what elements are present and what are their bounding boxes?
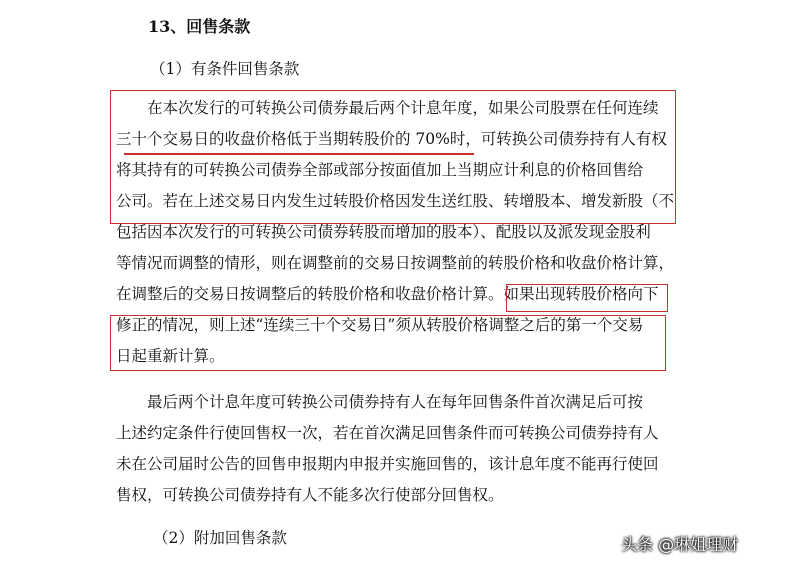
paragraph-line: 公司。若在上述交易日内发生过转股价格因发生送红股、转增股本、增发新股（不 [116, 192, 675, 210]
paragraph-line: 三十个交易日的收盘价格低于当期转股价的 70%时，可转换公司债券持有人有权 [116, 130, 667, 148]
paragraph-line: 等情况而调整的情形，则在调整前的交易日按调整前的转股价格和收盘价格计算， [116, 254, 675, 272]
paragraph-line: 包括因本次发行的可转换公司债券转股而增加的股本）、配股以及派发现金股利 [116, 223, 651, 241]
paragraph-line: 在本次发行的可转换公司债券最后两个计息年度，如果公司股票在任何连续 [147, 99, 659, 117]
paragraph-line: 售权，可转换公司债券持有人不能多次行使部分回售权。 [116, 486, 504, 504]
paragraph-line: 修正的情况，则上述“连续三十个交易日”须从转股价格调整之后的第一个交易 [116, 316, 644, 334]
paragraph-line: 在调整后的交易日按调整后的转股价格和收盘价格计算。如果出现转股价格向下 [116, 285, 659, 303]
subsection-title-additional-putback: （2）附加回售条款 [153, 529, 287, 547]
paragraph-line: 上述约定条件行使回售权一次，若在首次满足回售条件而可转换公司债券持有人 [116, 424, 659, 442]
subsection-title-conditional-putback: （1）有条件回售条款 [150, 60, 300, 78]
highlight-underline [124, 153, 474, 155]
paragraph-putback-exercise [116, 387, 676, 511]
paragraph-conditional-putback [116, 93, 676, 372]
paragraph-line: 最后两个计息年度可转换公司债券持有人在每年回售条件首次满足后可按 [147, 393, 644, 411]
paragraph-line: 未在公司届时公告的回售申报期内申报并实施回售的，该计息年度不能再行使回 [116, 455, 659, 473]
paragraph-line: 将其持有的可转换公司债券全部或部分按面值加上当期应计利息的价格回售给 [116, 161, 644, 179]
watermark-text: 头条 @琳姐理财 [621, 535, 739, 554]
paragraph-line: 日起重新计算。 [116, 347, 225, 365]
section-heading: 13、回售条款 [148, 17, 251, 36]
